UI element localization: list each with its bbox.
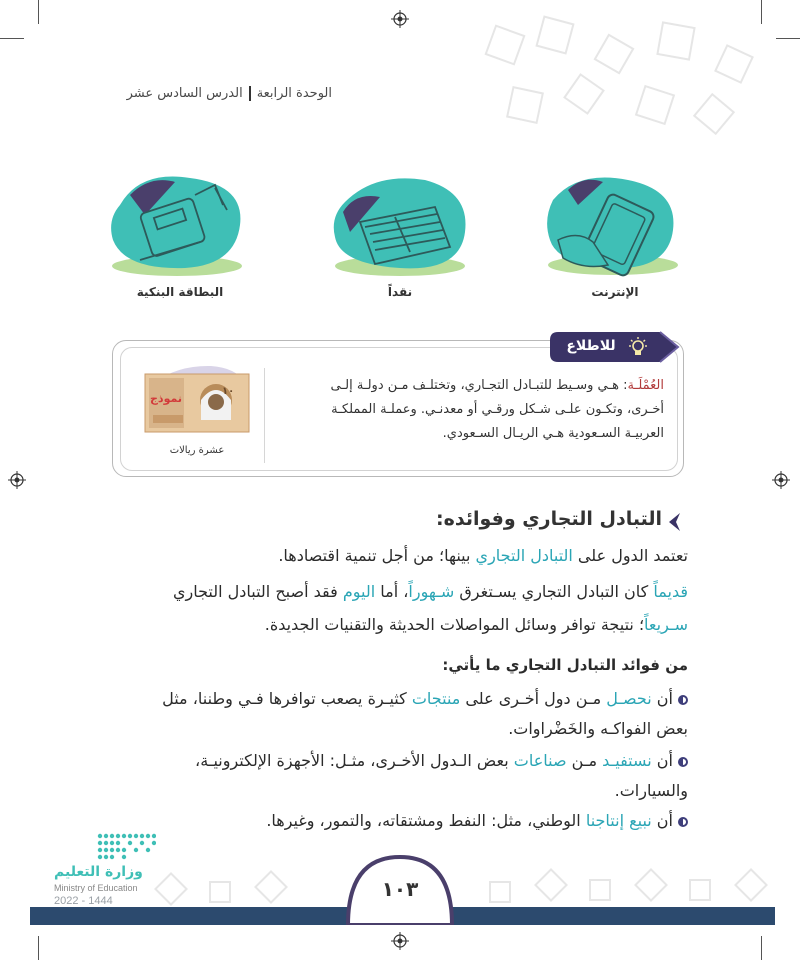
unit-label: الوحدة الرابعة: [256, 86, 332, 101]
crop-mark: [761, 936, 762, 960]
payment-label-bank-card: البطاقة البنكية: [136, 285, 224, 299]
smartphone-icon: [538, 170, 683, 280]
lesson-header: [127, 86, 332, 101]
payment-label-cash: نقداً: [387, 285, 413, 299]
crop-mark: [38, 0, 39, 24]
bullet-icon: [678, 757, 688, 767]
banknote-overlay: نموذج: [150, 392, 182, 405]
paragraph-3: سـريعاً؛ نتيجة توافر وسائل المواصلات الحديثة والتقنيات الجديدة.: [264, 615, 688, 634]
banknote-value: ١٠: [222, 386, 235, 397]
footer-pattern: [150, 858, 790, 908]
benefits-title: من فوائد التبادل التجاري ما يأتي:: [442, 656, 688, 674]
info-box-text: العُمْلَـة: هـي وسـيط للتبـادل التجـاري، وتختلـف مـن دولـة إلـى أخـرى، وتكـون علـى شـكل ورقـي أو معدنـي. وعملـة المملكـة العربيـة السـعودية هـي الريـال السـعودي.: [330, 378, 664, 441]
ministry-name-en: Ministry of Education: [54, 883, 138, 893]
registration-mark-icon: [8, 471, 26, 489]
crop-mark: [38, 936, 39, 960]
edition-year: 2022 - 1444: [54, 895, 113, 907]
ministry-name-ar: وزارة التعليم: [54, 864, 143, 880]
page-number: ١٠٣: [381, 877, 419, 901]
registration-mark-icon: [772, 471, 790, 489]
card-terminal-icon: [105, 170, 250, 280]
bullet-icon: [678, 817, 688, 827]
bullet-icon: [678, 695, 688, 705]
lightbulb-icon: [627, 337, 649, 359]
chevron-left-icon: [666, 512, 684, 532]
cash-stack-icon: [325, 172, 475, 280]
crop-mark: [0, 38, 24, 39]
banknote-caption: عشرة ريالات: [169, 445, 225, 456]
paragraph-2: قديماً كان التبادل التجاري يسـتغرق شـهوراً، أما اليوم فقد أصبح التبادل التجاري: [172, 582, 688, 601]
paragraph-1: تعتمد الدول على التبادل التجاري بينها؛ من أجل تنمية اقتصادها.: [278, 546, 688, 565]
registration-mark-icon: [391, 932, 409, 950]
benefit-item-1: أن نحصـل مـن دول أخـرى على منتجات كثيـرة يصعب توافرها فـي وطننا، مثل بعض الفواكـه والخَضْراوات.: [162, 689, 688, 738]
info-box-divider: [264, 368, 265, 463]
registration-mark-icon: [391, 10, 409, 28]
term-currency: العُمْلَـة: [627, 378, 664, 393]
lesson-label: الدرس السادس عشر: [126, 86, 243, 101]
ministry-logo-icon: [96, 830, 156, 864]
decorative-pattern: [470, 10, 790, 160]
header-divider: [249, 86, 251, 101]
section-title: التبادل التجاري وفوائده:: [436, 508, 662, 530]
payment-label-internet: الإنترنت: [591, 285, 639, 299]
benefit-item-3: أن نبيع إنتاجنا الوطني، مثل: النفط ومشتقاته، والتمور، وغيرها.: [100, 806, 688, 836]
benefit-item-2: أن نستفيـد مـن صناعات بعض الـدول الأخـرى، مثـل: الأجهزة الإلكترونيـة، والسيارات.: [195, 751, 688, 800]
info-tab-label: للاطلاع: [566, 338, 616, 354]
